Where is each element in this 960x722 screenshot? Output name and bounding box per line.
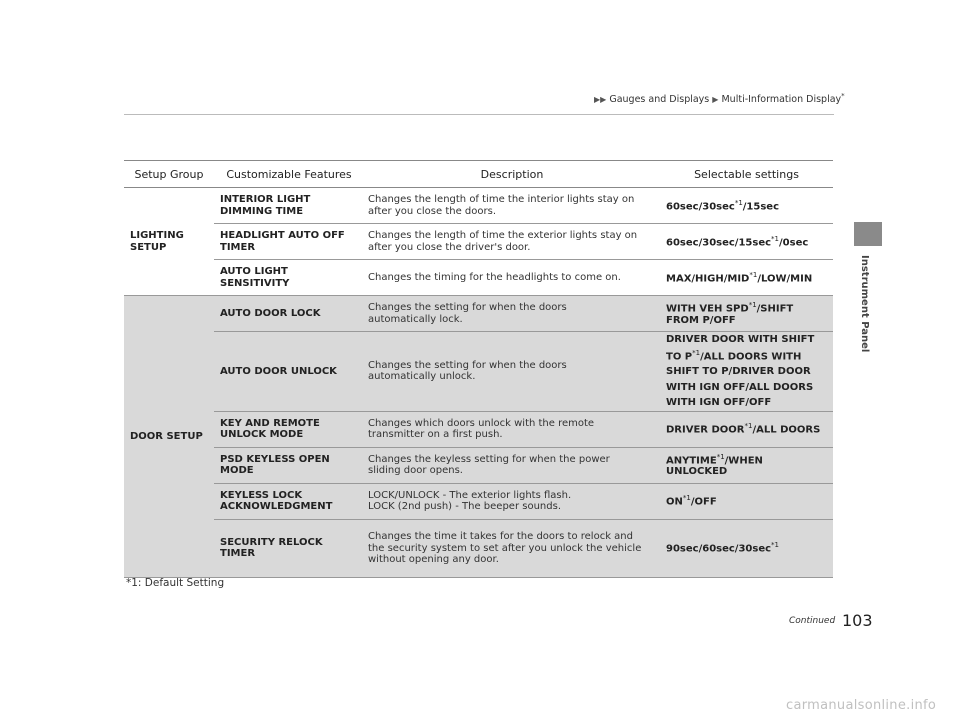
breadcrumb-item-gauges[interactable]: Gauges and Displays <box>609 94 710 106</box>
table-row <box>124 519 833 577</box>
settings-cell: DRIVER DOOR$^{*1}$/ALL DOORS <box>660 411 833 447</box>
setup-group-cell: LIGHTING SETUP <box>124 188 214 296</box>
description-cell: Changes the timing for the headlights to come on. <box>364 260 660 296</box>
settings-table <box>124 160 833 578</box>
watermark: carmanualsonline.info <box>786 698 937 713</box>
header-divider <box>124 114 834 115</box>
chevron-right-icon: ▶▶ <box>594 95 607 105</box>
feature-cell: KEYLESS LOCK ACKNOWLEDGMENT <box>214 483 364 519</box>
settings-cell: $60\sec/30\sec^{*1}/15\sec$ <box>660 188 833 224</box>
table-header-row <box>124 161 833 188</box>
feature-cell: INTERIOR LIGHT DIMMING TIME <box>214 188 364 224</box>
settings-cell: $90\sec/60\sec/30\sec^{*1}$ <box>660 519 833 577</box>
breadcrumb <box>594 92 845 105</box>
table-row <box>124 483 833 519</box>
feature-cell: SECURITY RELOCK TIMER <box>214 519 364 577</box>
feature-cell: HEADLIGHT AUTO OFF TIMER <box>214 224 364 260</box>
settings-cell: ANYTIME$^{*1}$/WHEN UNLOCKED <box>660 447 833 483</box>
description-cell: Changes the length of time the exterior lights stay on after you close the driver's door. <box>364 224 660 260</box>
column-header-features: Customizable Features <box>214 161 364 188</box>
feature-cell: AUTO DOOR LOCK <box>214 296 364 332</box>
description-cell: Changes the time it takes for the doors to relock and the security system to set after you unlock the vehicle without opening any door. <box>364 519 660 577</box>
table-row <box>124 332 833 412</box>
description-cell: Changes the length of time the interior lights stay on after you close the doors. <box>364 188 660 224</box>
page-number: 103 <box>842 611 873 630</box>
section-tab-label: Instrument Panel <box>859 255 870 353</box>
settings-cell: MAX/HIGH/MID$^{*1}$/LOW/MIN <box>660 260 833 296</box>
feature-cell: AUTO LIGHT SENSITIVITY <box>214 260 364 296</box>
continued-label: Continued <box>789 616 836 626</box>
description-cell: Changes which doors unlock with the remote transmitter on a first push. <box>364 411 660 447</box>
asterisk-marker: * <box>841 92 845 100</box>
table-row <box>124 260 833 296</box>
description-cell: Changes the setting for when the doors automatically unlock. <box>364 332 660 412</box>
feature-cell: PSD KEYLESS OPEN MODE <box>214 447 364 483</box>
settings-cell: ON$^{*1}$/OFF <box>660 483 833 519</box>
table-row <box>124 296 833 332</box>
setup-group-cell: DOOR SETUP <box>124 296 214 578</box>
settings-cell: $60\sec/30\sec/15\sec^{*1}/0\sec$ <box>660 224 833 260</box>
section-tab-marker <box>854 222 882 246</box>
table-row <box>124 411 833 447</box>
description-cell: Changes the setting for when the doors automatically lock. <box>364 296 660 332</box>
section-tab[interactable] <box>856 255 878 415</box>
feature-cell: KEY AND REMOTE UNLOCK MODE <box>214 411 364 447</box>
table-row <box>124 224 833 260</box>
settings-cell: DRIVER DOOR WITH SHIFT TO $P^{*1}$/ALL DOORS WITH SHIFT TO P/DRIVER DOOR WITH IGN OFF/ALL DOORS WITH IGN OFF/OFF <box>660 332 833 412</box>
footnote: *1: Default Setting <box>126 577 225 589</box>
feature-cell: AUTO DOOR UNLOCK <box>214 332 364 412</box>
table-row <box>124 188 833 224</box>
table-row <box>124 447 833 483</box>
description-cell: Changes the keyless setting for when the power sliding door opens. <box>364 447 660 483</box>
breadcrumb-item-mid[interactable]: Multi-Information Display <box>721 94 842 106</box>
column-header-description: Description <box>364 161 660 188</box>
column-header-settings: Selectable settings <box>660 161 833 188</box>
description-cell: LOCK/UNLOCK - The exterior lights flash. LOCK (2nd push) - The beeper sounds. <box>364 483 660 519</box>
column-header-setup-group: Setup Group <box>124 161 214 188</box>
chevron-right-icon: ▶ <box>712 95 719 105</box>
settings-cell: WITH VEH SPD$^{*1}$/SHIFT FROM P/OFF <box>660 296 833 332</box>
